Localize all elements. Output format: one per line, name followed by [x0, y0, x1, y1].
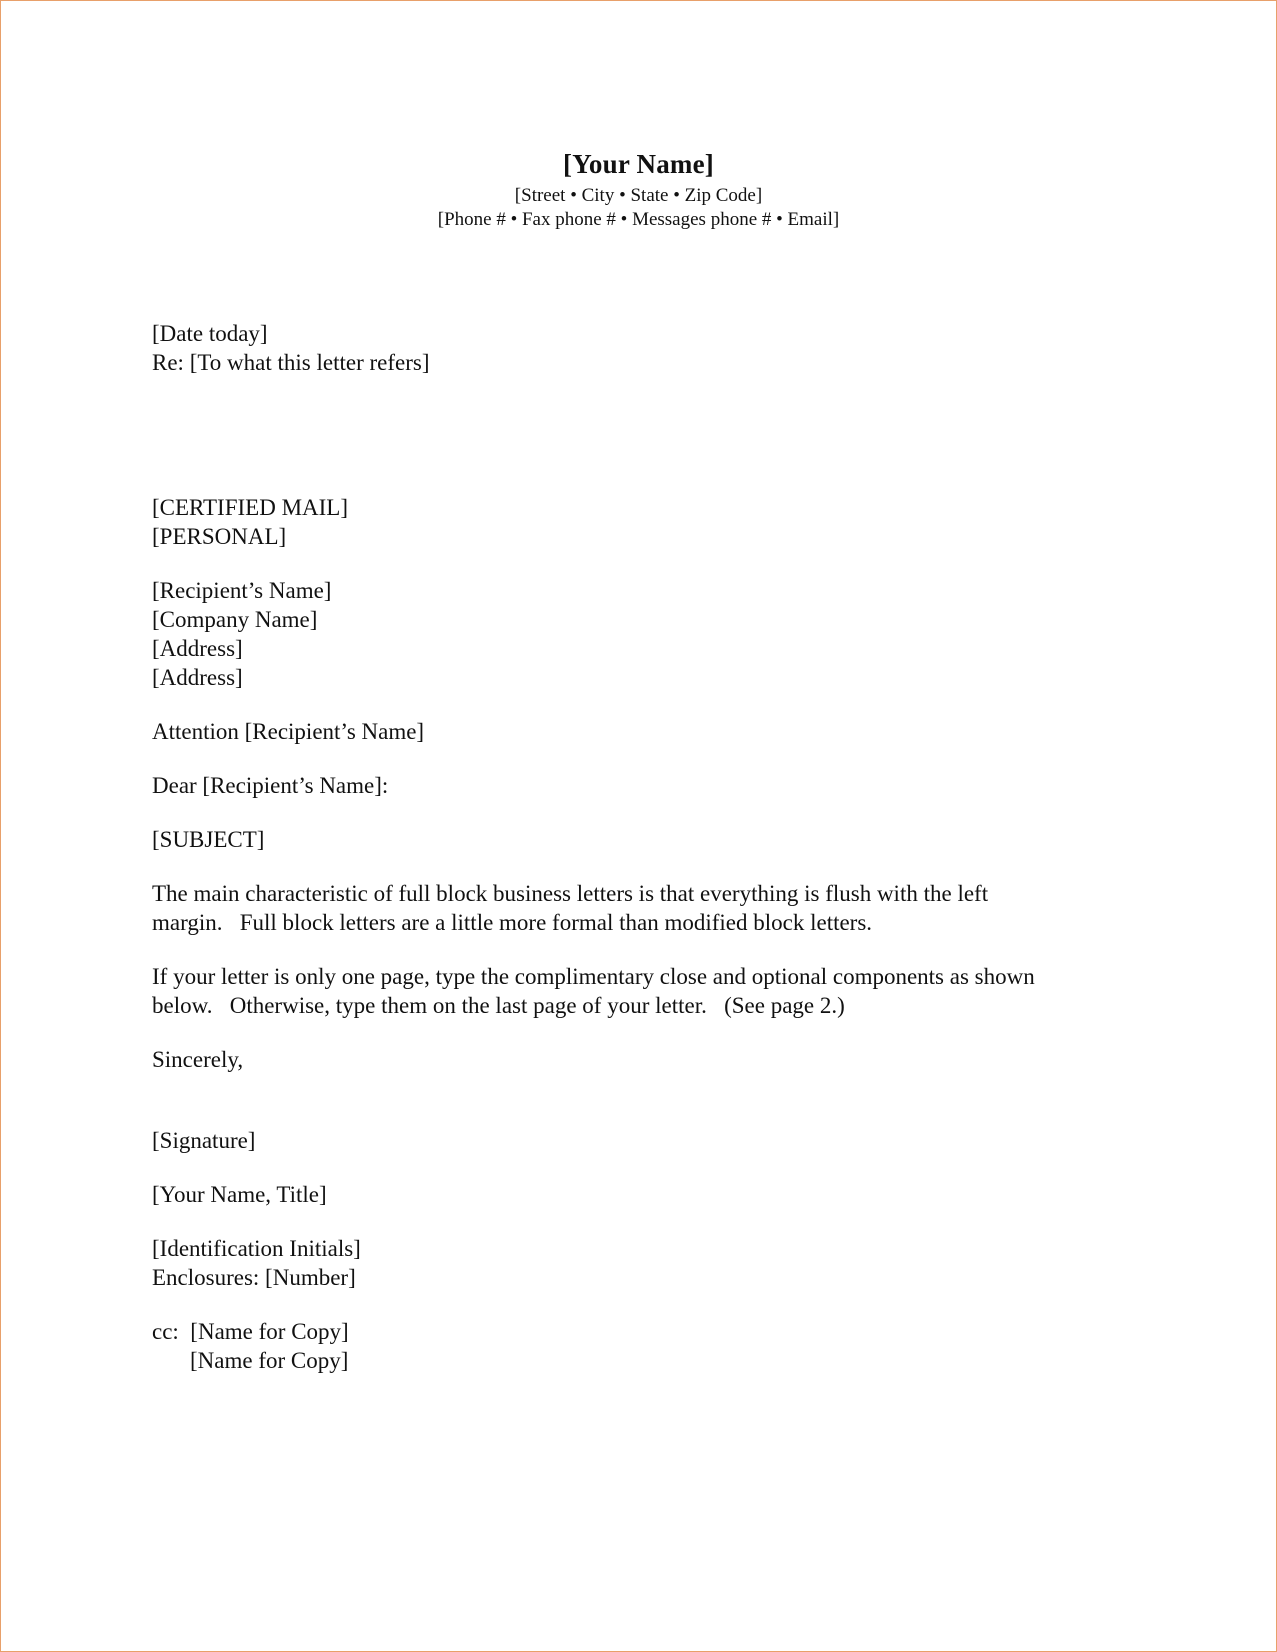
sender-name: [Your Name] [563, 149, 714, 179]
salutation: Dear [Recipient’s Name]: [152, 773, 389, 798]
certified-mail-notation: [CERTIFIED MAIL] [152, 495, 349, 520]
signature-placeholder: [Signature] [152, 1128, 256, 1153]
enclosures-line: Enclosures: [Number] [152, 1265, 356, 1290]
paragraph-1-line-2: margin. Full block letters are a little more formal than modified block letters. [152, 910, 873, 935]
identification-initials: [Identification Initials] [152, 1236, 361, 1261]
sender-contact: [Phone # • Fax phone # • Messages phone # • Email] [437, 209, 840, 230]
recipient-company: [Company Name] [152, 607, 318, 632]
cc-line-2: [Name for Copy] [190, 1348, 349, 1373]
date-line: [Date today] [152, 321, 268, 346]
recipient-address-1: [Address] [152, 636, 243, 661]
paragraph-1-line-1: The main characteristic of full block business letters is that everything is flush with the left [152, 881, 989, 906]
paragraph-2-line-1: If your letter is only one page, type the complimentary close and optional components as shown [152, 964, 1035, 989]
subject-line: [SUBJECT] [152, 827, 265, 852]
complimentary-close: Sincerely, [152, 1047, 244, 1072]
recipient-name: [Recipient’s Name] [152, 578, 332, 603]
sender-address: [Street • City • State • Zip Code] [514, 185, 763, 206]
attention-line: Attention [Recipient’s Name] [152, 719, 425, 744]
personal-notation: [PERSONAL] [152, 524, 287, 549]
paragraph-2-line-2: below. Otherwise, type them on the last page of your letter. (See page 2.) [152, 993, 845, 1018]
recipient-address-2: [Address] [152, 665, 243, 690]
signer-name-title: [Your Name, Title] [152, 1182, 327, 1207]
reference-line: Re: [To what this letter refers] [152, 350, 430, 375]
letter-body [152, 319, 1152, 1375]
cc-line: cc: [Name for Copy] [152, 1319, 349, 1344]
